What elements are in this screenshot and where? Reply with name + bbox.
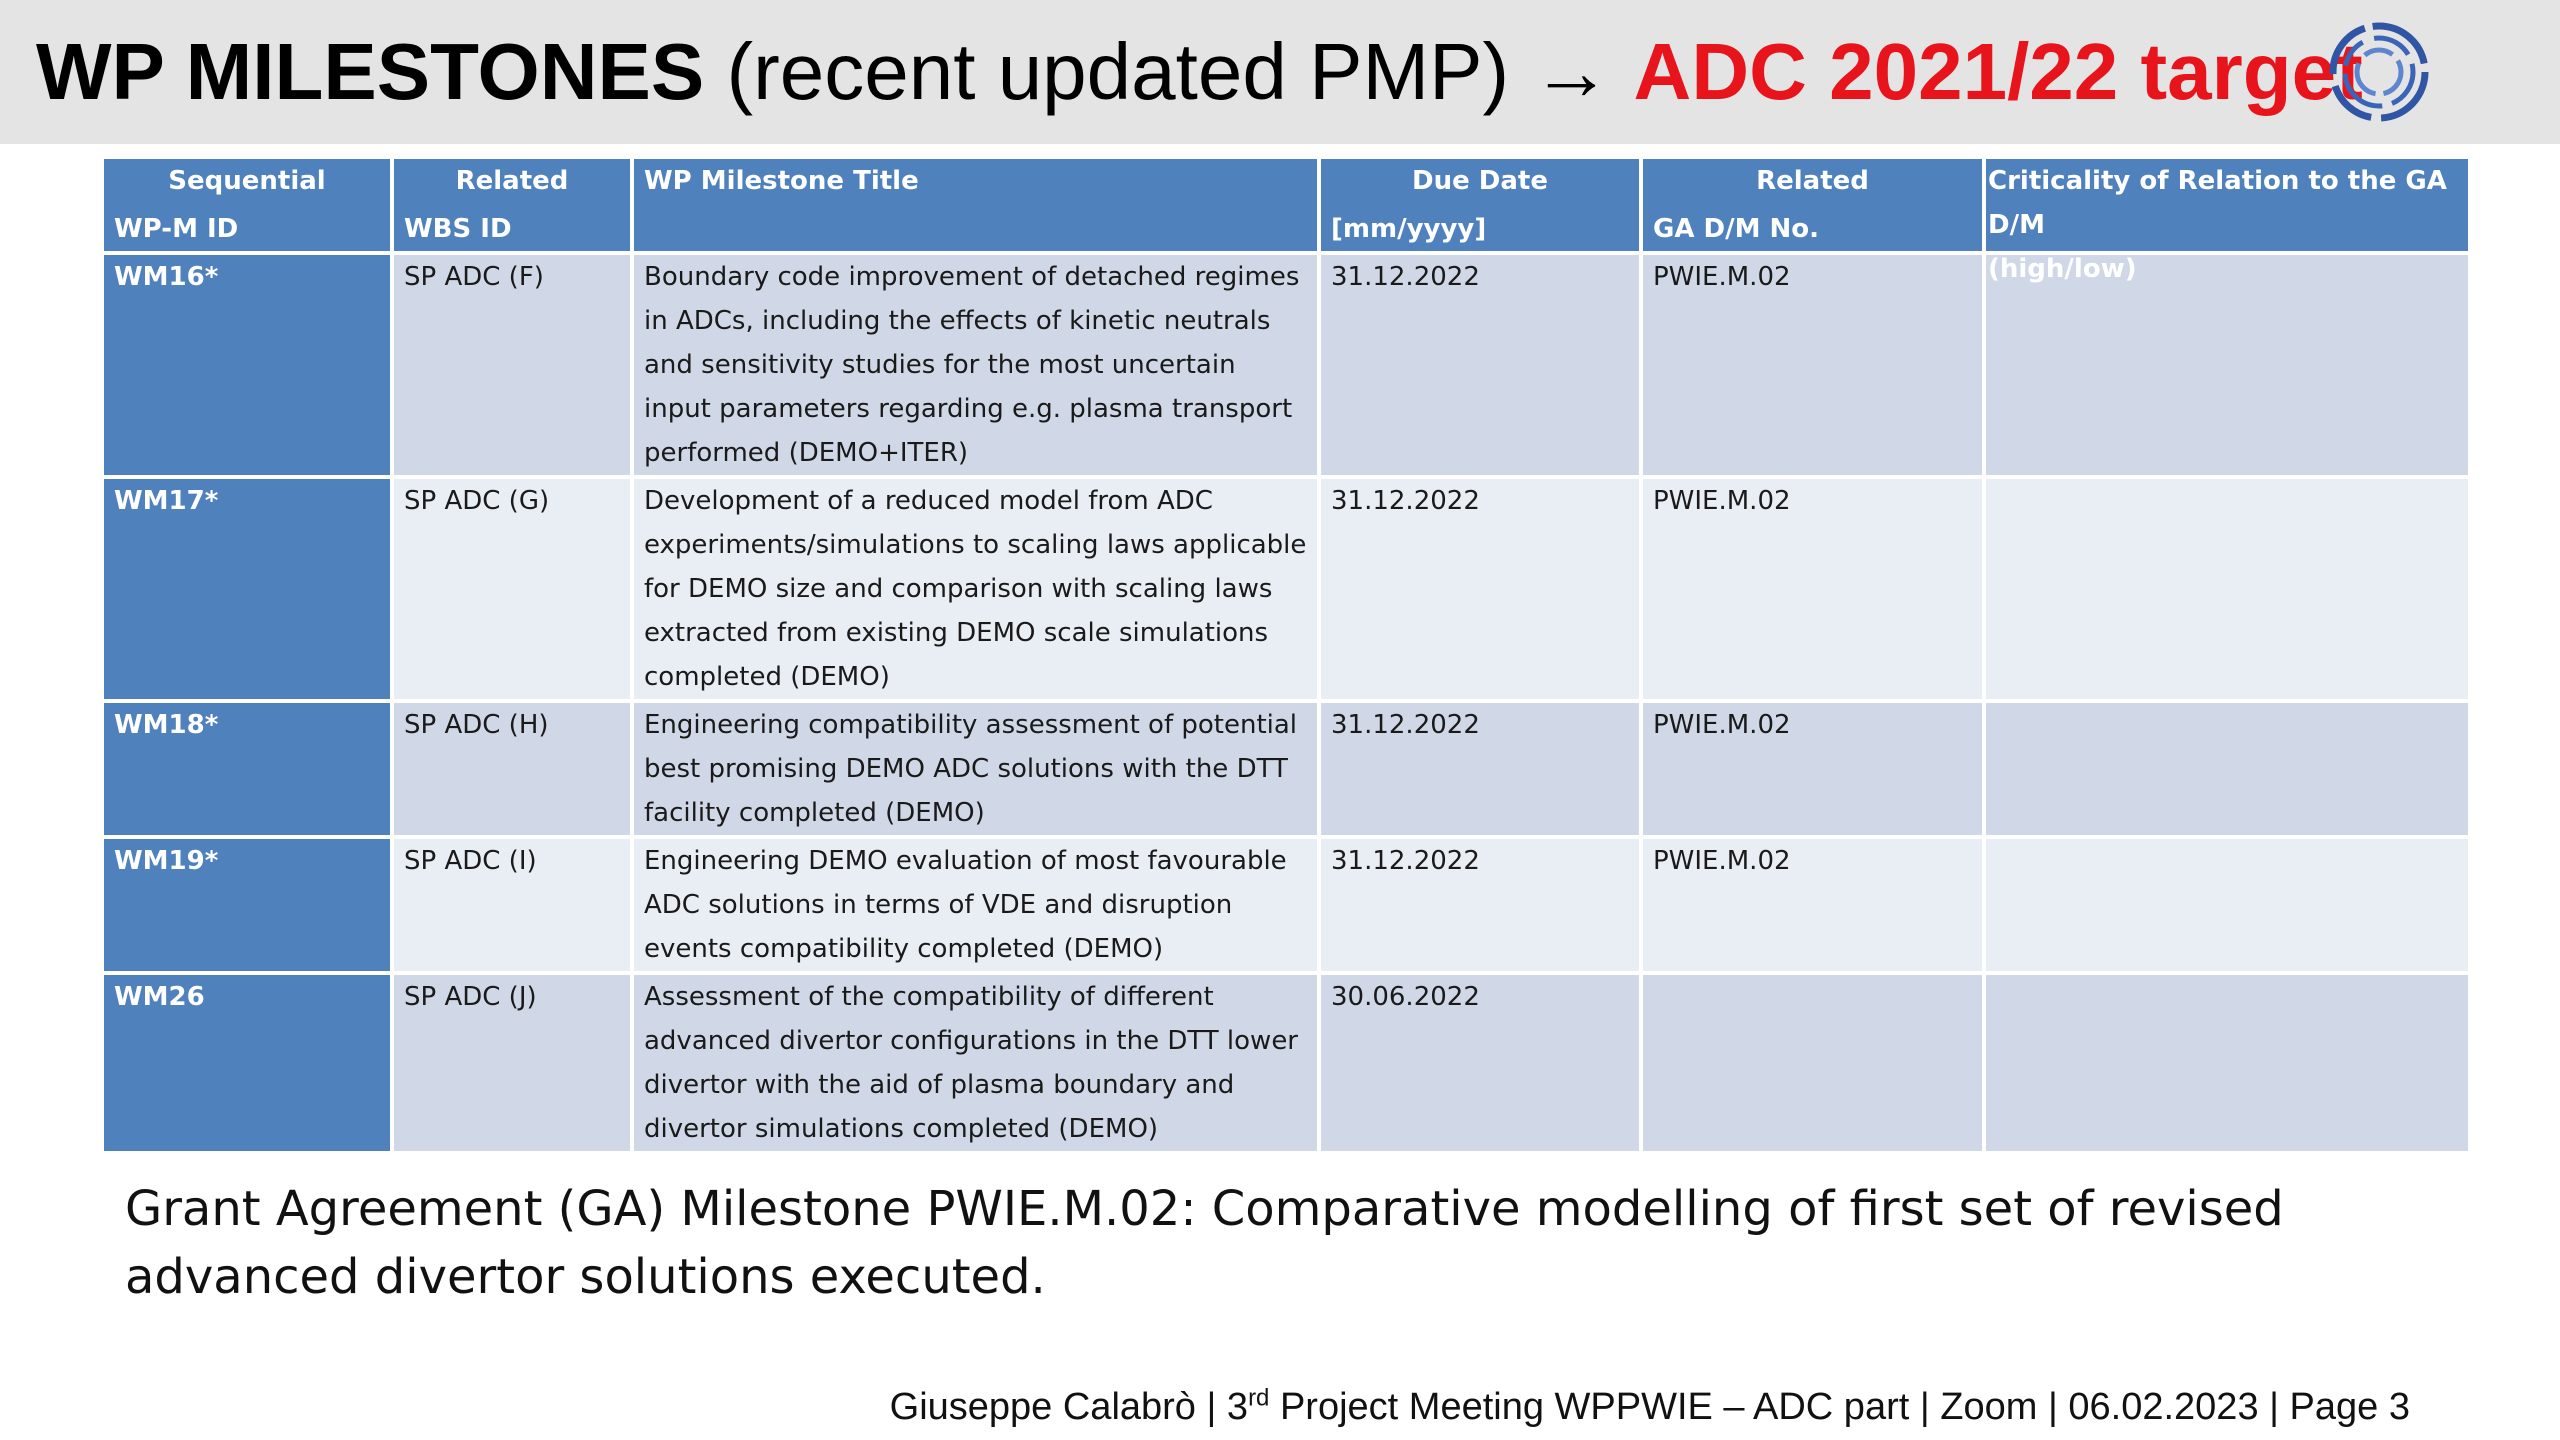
- footer-text-end: Project Meeting WPPWIE – ADC part | Zoom | 06.02.2023 | Page 3: [1269, 1386, 2410, 1428]
- cell-wbs-id: SP ADC (I): [392, 837, 632, 973]
- cell-ga-number: PWIE.M.02: [1641, 477, 1984, 701]
- footer: [890, 1382, 2410, 1432]
- cell-milestone-title: Engineering compatibility assessment of potential best promising DEMO ADC solutions with the DTT facility completed (DEMO): [632, 701, 1319, 837]
- cell-due-date: 31.12.2022: [1319, 837, 1641, 973]
- cell-milestone-id: WM17*: [102, 477, 392, 701]
- title-red: ADC 2021/22 target: [1633, 27, 2363, 116]
- title-normal: (recent updated PMP) →: [704, 27, 1634, 116]
- table-header-row: [102, 157, 2470, 253]
- cell-due-date: 31.12.2022: [1319, 477, 1641, 701]
- cell-milestone-id: WM19*: [102, 837, 392, 973]
- cell-milestone-title: Engineering DEMO evaluation of most favourable ADC solutions in terms of VDE and disruption events compatibility completed (DEMO): [632, 837, 1319, 973]
- header-due-date: Due Date [mm/yyyy]: [1319, 157, 1641, 253]
- title-bar: [0, 0, 2560, 144]
- header-wbs-id: Related WBS ID: [392, 157, 632, 253]
- milestones-table: [100, 155, 2472, 1155]
- cell-criticality: [1984, 973, 2470, 1153]
- table-row: [102, 701, 2470, 837]
- cell-milestone-id: WM18*: [102, 701, 392, 837]
- cell-due-date: 30.06.2022: [1319, 973, 1641, 1153]
- cell-milestone-title: Boundary code improvement of detached regimes in ADCs, including the effects of kinetic neutrals and sensitivity studies for the most uncertain input parameters regarding e.g. plasma transport performed (DEMO+ITER): [632, 253, 1319, 477]
- cell-due-date: 31.12.2022: [1319, 701, 1641, 837]
- cell-due-date: 31.12.2022: [1319, 253, 1641, 477]
- cell-wbs-id: SP ADC (J): [392, 973, 632, 1153]
- table-row: [102, 973, 2470, 1153]
- cell-criticality: [1984, 837, 2470, 973]
- cell-wbs-id: SP ADC (F): [392, 253, 632, 477]
- cell-criticality: [1984, 701, 2470, 837]
- cell-milestone-title: Development of a reduced model from ADC experiments/simulations to scaling laws applicable for DEMO size and comparison with scaling laws extracted from existing DEMO scale simulations completed (DEMO): [632, 477, 1319, 701]
- slide-title: [36, 22, 2363, 122]
- cell-milestone-title: Assessment of the compatibility of different advanced divertor configurations in the DTT lower divertor with the aid of plasma boundary and divertor simulations completed (DEMO): [632, 973, 1319, 1153]
- title-bold: WP MILESTONES: [36, 27, 705, 116]
- header-ga-number: Related GA D/M No.: [1641, 157, 1984, 253]
- cell-ga-number: PWIE.M.02: [1641, 253, 1984, 477]
- header-milestone-title: WP Milestone Title: [632, 157, 1319, 253]
- cell-milestone-id: WM16*: [102, 253, 392, 477]
- ga-milestone-note: Grant Agreement (GA) Milestone PWIE.M.02: Comparative modelling of first set of revised advanced divertor solutions executed.: [125, 1181, 2284, 1305]
- table-row: [102, 477, 2470, 701]
- cell-wbs-id: SP ADC (H): [392, 701, 632, 837]
- header-sequential-id: Sequential WP-M ID: [102, 157, 392, 253]
- cell-ga-number: [1641, 973, 1984, 1153]
- header-criticality: Criticality of Relation to the GA D/M (high/low): [1984, 157, 2470, 253]
- footer-superscript: rd: [1248, 1384, 1270, 1412]
- cell-ga-number: PWIE.M.02: [1641, 837, 1984, 973]
- cell-criticality: [1984, 477, 2470, 701]
- table-row: [102, 837, 2470, 973]
- eurofusion-ring-logo-icon: [2325, 18, 2433, 126]
- cell-ga-number: PWIE.M.02: [1641, 701, 1984, 837]
- cell-wbs-id: SP ADC (G): [392, 477, 632, 701]
- cell-milestone-id: WM26: [102, 973, 392, 1153]
- footer-text-start: Giuseppe Calabrò | 3: [889, 1386, 1249, 1428]
